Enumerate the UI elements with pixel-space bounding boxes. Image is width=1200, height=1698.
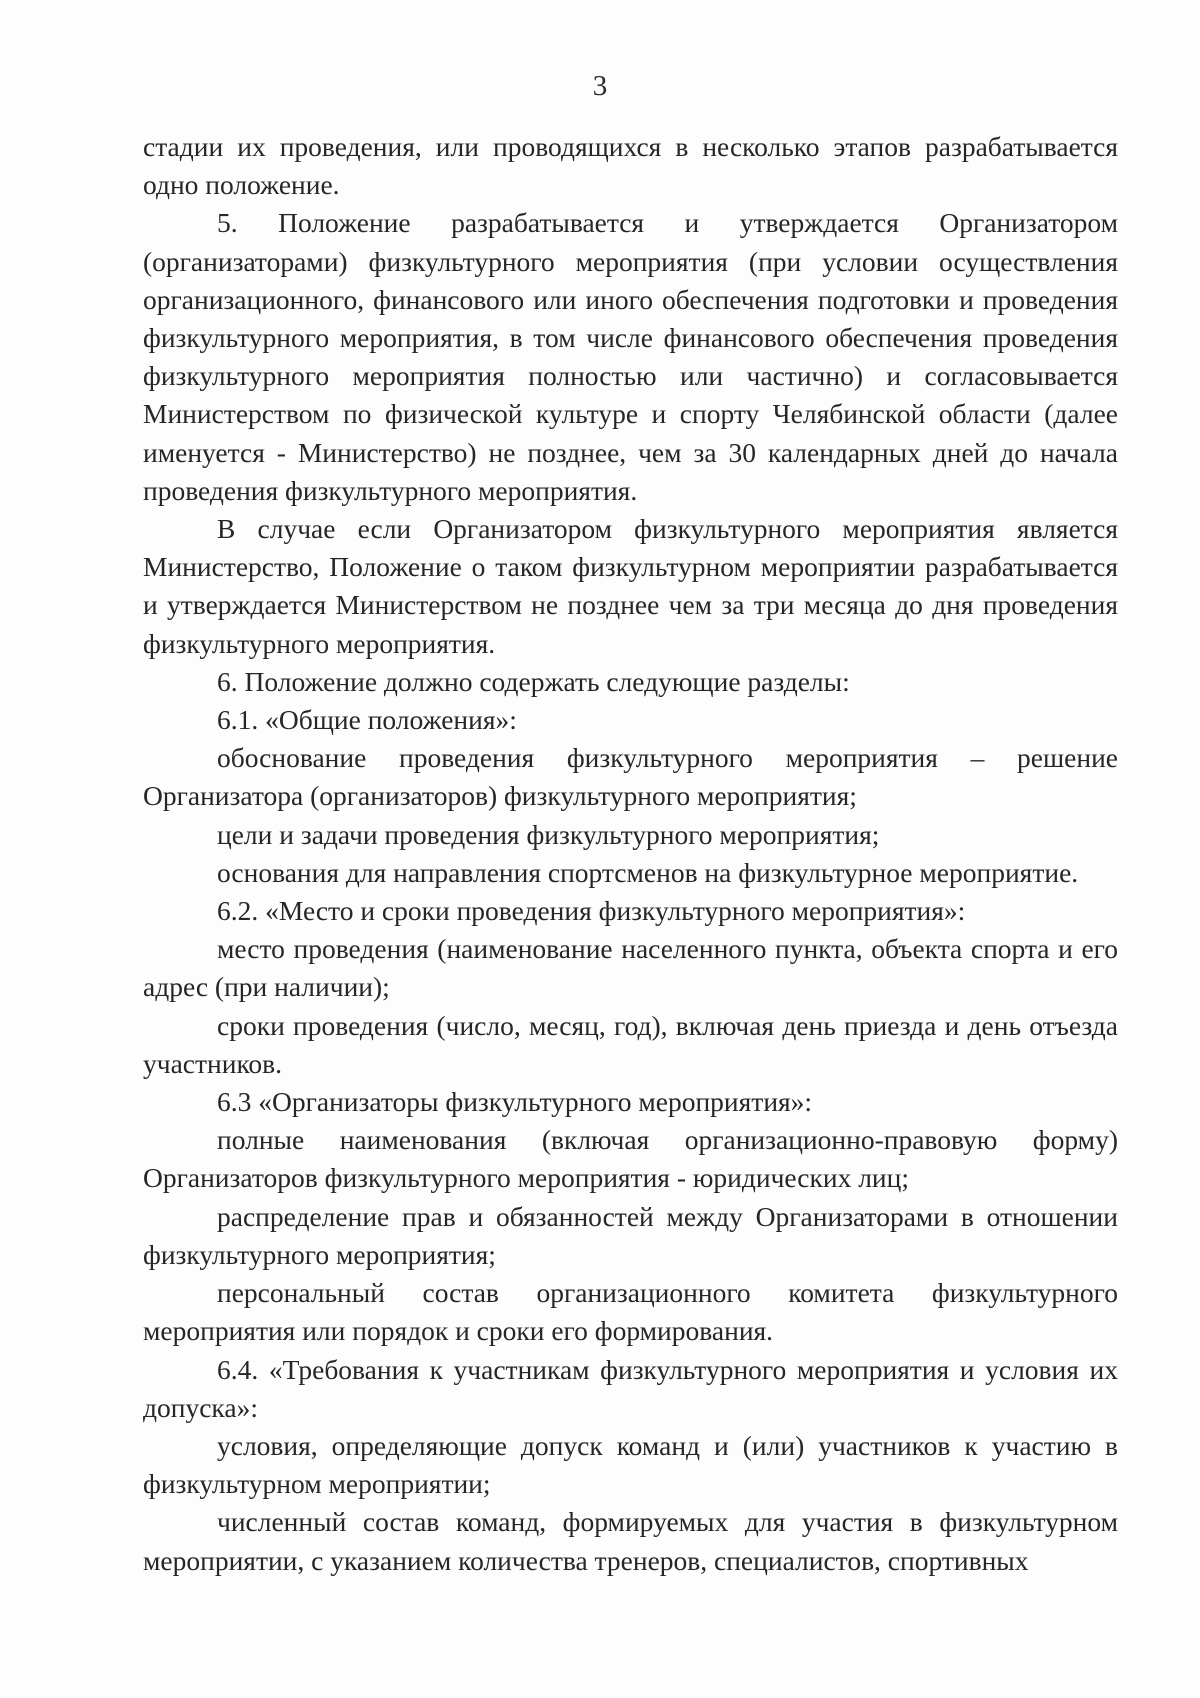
section-heading-6-1: 6.1. «Общие положения»:	[217, 704, 517, 736]
paragraph-dates: сроки проведения (число, месяц, год), включая день приезда и день отъезда участников.	[143, 1009, 1118, 1079]
paragraph-item-5: 5. Положение разрабатывается и утверждается Организатором (организаторами) физкультурного мероприятия (при условии осуществления организационного, финансового или иного обеспечения подготовки и проведения физкультурного мероприятия, в том числе финансового обеспечения проведения физкультурного мероприятия полностью или частично) и согласовывается Министерством по физической культуре и спорту Челябинской области (далее именуется - Министерство) не позднее, чем за 30 календарных дней до начала проведения физкультурного мероприятия.	[143, 207, 1118, 506]
paragraph-goals: цели и задачи проведения физкультурного мероприятия;	[217, 818, 880, 850]
paragraph-item-6: 6. Положение должно содержать следующие разделы:	[217, 665, 850, 697]
page-number: 3	[592, 70, 608, 102]
paragraph-ministry-case: В случае если Организатором физкультурного мероприятия является Министерство, Положение о таком физкультурном мероприятии разрабатывается и утверждается Министерством не позднее чем за три месяца до дня проведения физкультурного мероприятия.	[143, 513, 1118, 659]
paragraph-continuation: стадии их проведения, или проводящихся в несколько этапов разрабатывается одно положение.	[143, 131, 1118, 201]
paragraph-grounds: основания для направления спортсменов на физкультурное мероприятие.	[217, 856, 1079, 888]
paragraph-rights: распределение прав и обязанностей между Организаторами в отношении физкультурного мероприятия;	[143, 1200, 1118, 1270]
section-heading-6-3: 6.3 «Организаторы физкультурного мероприятия»:	[217, 1086, 813, 1118]
paragraph-full-names: полные наименования (включая организационно-правовую форму) Организаторов физкультурного мероприятия - юридических лиц;	[143, 1124, 1118, 1194]
section-heading-6-4: 6.4. «Требования к участникам физкультурного мероприятия и условия их допуска»:	[143, 1353, 1118, 1423]
paragraph-team-size: численный состав команд, формируемых для участия в физкультурном мероприятии, с указанием количества тренеров, специалистов, спортивных	[143, 1506, 1118, 1576]
document-body	[143, 128, 1118, 1580]
paragraph-venue: место проведения (наименование населенного пункта, объекта спорта и его адрес (при наличии);	[143, 933, 1118, 1003]
paragraph-committee: персональный состав организационного комитета физкультурного мероприятия или порядок и сроки его формирования.	[143, 1277, 1118, 1347]
paragraph-admission: условия, определяющие допуск команд и (или) участников к участию в физкультурном мероприятии;	[143, 1429, 1118, 1500]
section-heading-6-2: 6.2. «Место и сроки проведения физкультурного мероприятия»:	[217, 895, 966, 927]
paragraph-justification: обоснование проведения физкультурного мероприятия – решение Организатора (организаторов) физкультурного мероприятия;	[143, 742, 1118, 812]
